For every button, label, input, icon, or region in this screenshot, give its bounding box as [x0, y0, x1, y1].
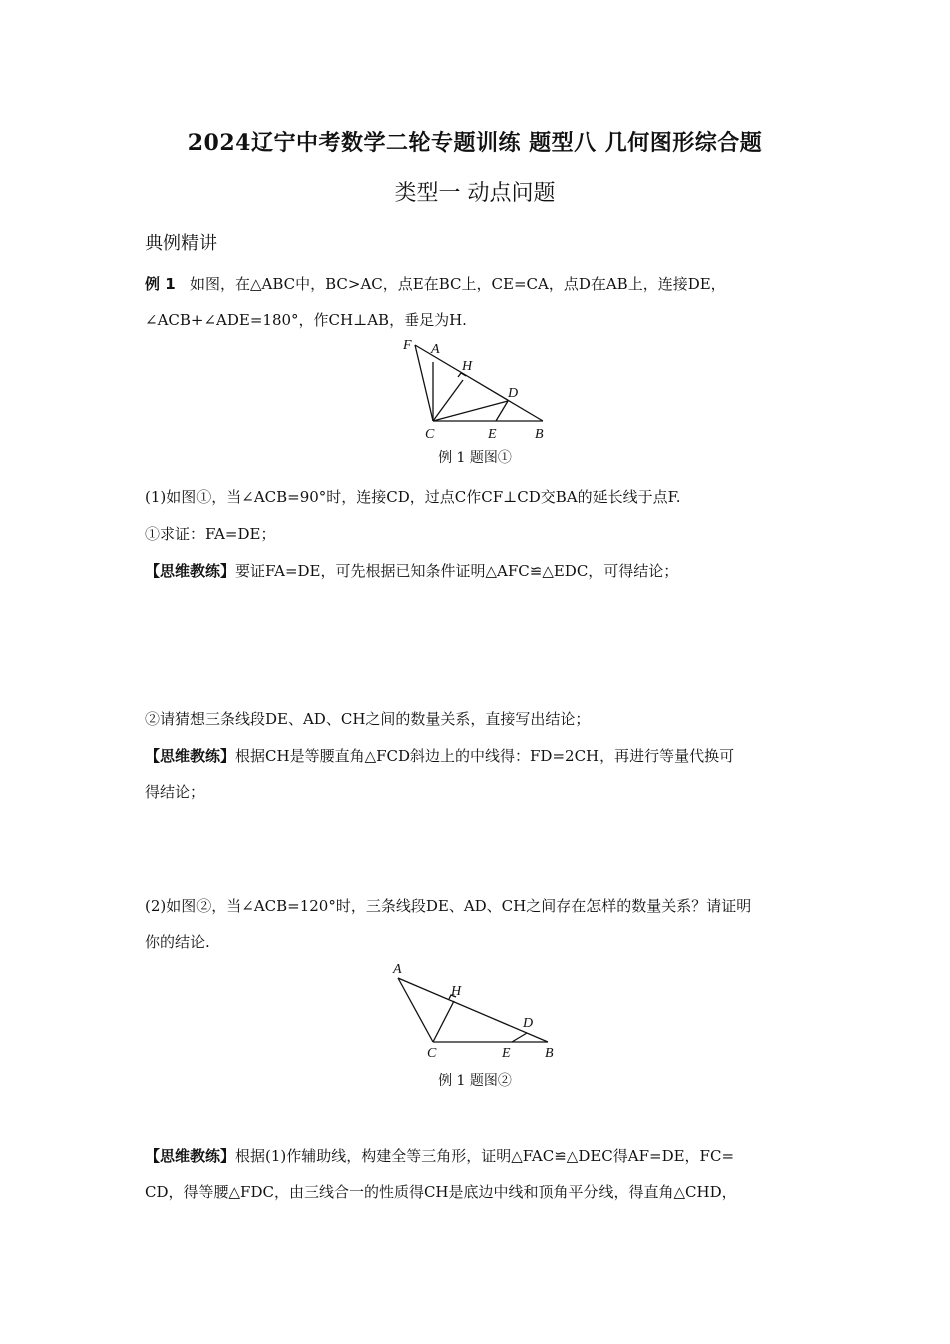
- part2-hint: [145, 1138, 810, 1210]
- example-stem-line2: ∠ACB+∠ADE=180°，作CH⊥AB，垂足为H.: [145, 311, 467, 329]
- example-stem: [145, 266, 810, 338]
- figure-2-caption: 例 1 题图②: [438, 1073, 512, 1089]
- hint-text-line2: CD，得等腰△FDC，由三线合一的性质得CH是底边中线和顶角平分线，得直角△CHD，: [145, 1183, 737, 1201]
- document-title: 2024辽宁中考数学二轮专题训练 题型八 几何图形综合题: [187, 130, 763, 156]
- figure-2-diagram: [385, 958, 570, 1063]
- label-H: H: [462, 359, 473, 374]
- label-H: H: [451, 984, 462, 999]
- part1-question: (1)如图①，当∠ACB=90°时，连接CD，过点C作CF⊥CD交BA的延长线于点F.: [145, 488, 681, 506]
- hint-label: 【思维教练】: [145, 562, 236, 580]
- part1-sub2: ②请猜想三条线段DE、AD、CH之间的数量关系，直接写出结论；: [145, 710, 591, 728]
- label-D: D: [523, 1016, 534, 1031]
- hint-text-line1: 根据(1)作辅助线，构建全等三角形，证明△FAC≌△DEC得AF=DE，FC=: [235, 1147, 735, 1165]
- hint-text-line1: 根据CH是等腰直角△FCD斜边上的中线得：FD=2CH，再进行等量代换可: [235, 747, 735, 765]
- example-label: 例 1: [145, 275, 176, 293]
- part1-sub1: ①求证：FA=DE；: [145, 525, 276, 543]
- hint-text-line2: 得结论；: [145, 783, 206, 801]
- label-B: B: [535, 427, 544, 442]
- label-E: E: [488, 427, 497, 442]
- part1-hint2: [145, 738, 810, 810]
- part2-question-line1: (2)如图②，当∠ACB=120°时，三条线段DE、AD、CH之间存在怎样的数量关系？请证明: [145, 897, 752, 915]
- section-heading: 典例精讲: [145, 233, 217, 254]
- hint-label: 【思维教练】: [145, 1147, 236, 1165]
- part1-hint1: [145, 553, 810, 589]
- document-subtitle: 类型一 动点问题: [394, 181, 556, 206]
- label-B: B: [545, 1046, 554, 1061]
- part2-question-line2: 你的结论.: [145, 933, 210, 951]
- label-A: A: [393, 962, 402, 977]
- hint-text: 要证FA=DE，可先根据已知条件证明△AFC≌△EDC，可得结论；: [235, 562, 679, 580]
- label-A: A: [431, 342, 440, 357]
- label-D: D: [508, 386, 519, 401]
- label-C: C: [427, 1046, 437, 1061]
- label-E: E: [502, 1046, 511, 1061]
- part2-question: [145, 888, 810, 960]
- example-stem-line1: 如图，在△ABC中，BC>AC，点E在BC上，CE=CA，点D在AB上，连接DE，: [189, 275, 726, 293]
- figure-1-caption: 例 1 题图①: [438, 450, 512, 466]
- label-F: F: [403, 338, 412, 353]
- figure-1-diagram: [395, 335, 555, 445]
- label-C: C: [425, 427, 435, 442]
- hint-label: 【思维教练】: [145, 747, 236, 765]
